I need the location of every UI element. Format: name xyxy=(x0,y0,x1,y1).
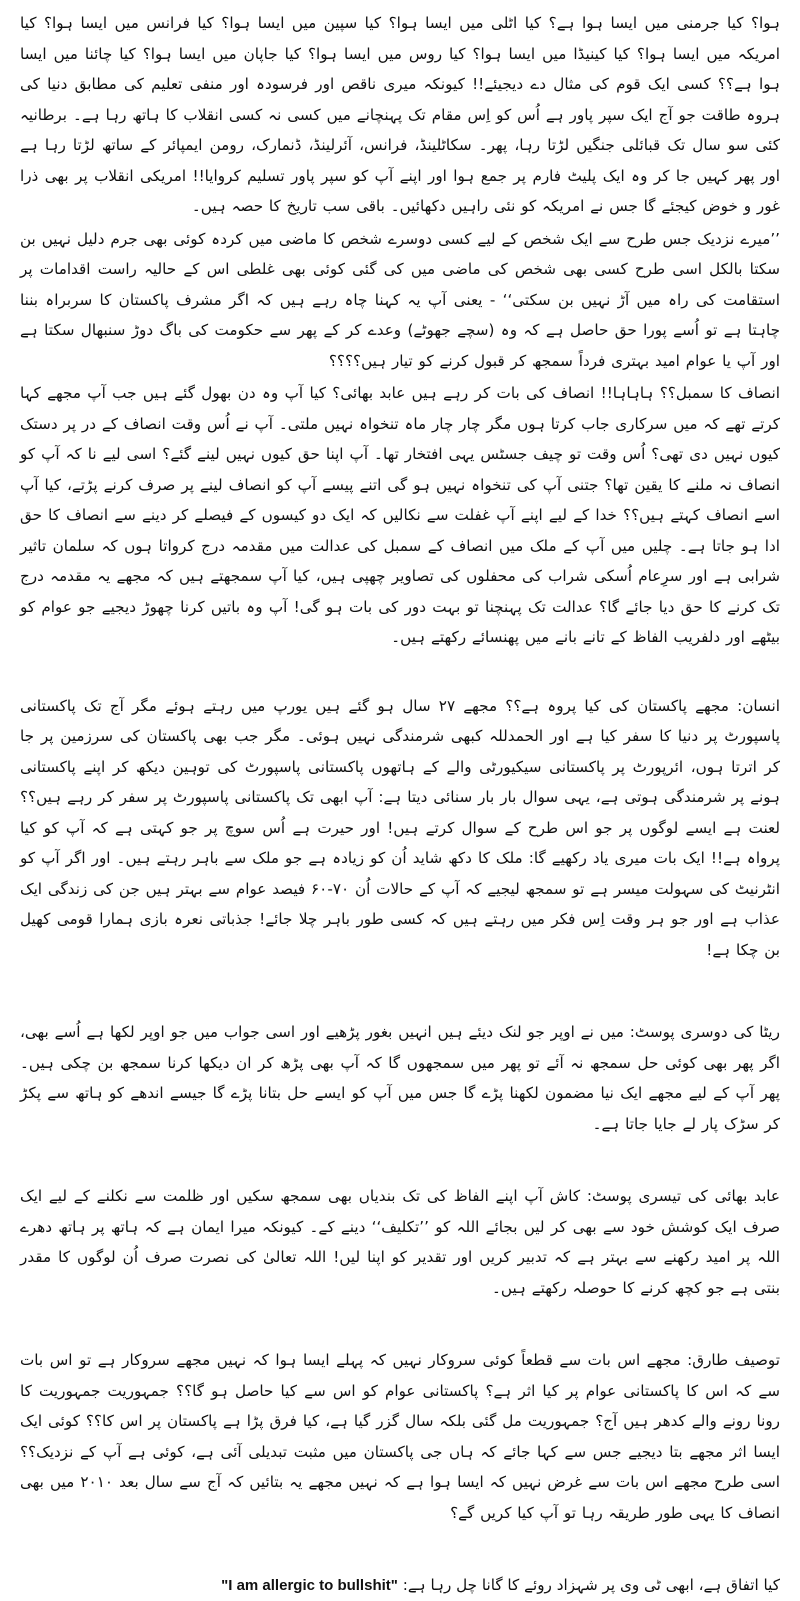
closing-line xyxy=(20,1570,780,1601)
paragraph-insaan-reply: انسان: مجھے پاکستان کی کیا پروہ ہے؟؟ مجھے ۲۷ سال ہو گئے ہیں یورپ میں رہتے ہوئے مگر آج تک پاکستانی پاسپورٹ پر دنیا کا سفر کیا ہے اور الحمدللہ کبھی شرمندگی نہیں ہوئی۔ مگر جب بھی پاکستان کی سرزمین پر جا کر اترتا ہوں، ائرپورٹ پر پاکستانی سیکیورٹی والے کے ہاتھوں پاکستانی پاسپورٹ کی توہین دیکھ کر اپنے پاکستانی ہونے پر شرمندگی ہوتی ہے، یہی سوال بار بار سنائی دیتا ہے: آپ ابھی تک پاکستانی پاسپورٹ پر سفر کر رہے ہیں؟؟ لعنت ہے ایسے لوگوں پر جو اس طرح کے سوال کرتے ہیں! اور حیرت ہے اُس سوچ پر جو کہتی ہے کہ آپ کو کیا پرواہ ہے!! ایک بات میری یاد رکھیے گا: ملک کا دکھ شاید اُن کو زیادہ ہے جو ملک سے باہر رہتے ہیں۔ اور اگر آپ کو انٹرنیٹ کی سہولت میسر ہے تو سمجھ لیجیے کہ آپ کے حالات اُن ۷۰-۶۰ فیصد عوام سے بہتر ہیں جن کی زندگی ایک عذاب ہے اور جو ہر وقت اِس فکر میں رہتے ہیں کہ کسی طور باہر چلا جائے! جذباتی نعرہ بازی ہمارا قومی کھیل بن چکا ہے! xyxy=(19,696,780,959)
paragraph-justice-symbol: انصاف کا سمبل؟؟ ہاہاہا!! انصاف کی بات کر رہے ہیں عابد بھائی؟ کیا آپ وہ دن بھول گئے ہیں جب آپ مجھے کہا کرتے تھے کہ میں سرکاری جاب کرتا ہوں مگر چار چار ماہ تنخواہ نہیں ملتی۔ آپ نے اُس وقت انصاف کے در پر دستک کیوں نہیں دی تھی؟ اُس وقت تو چیف جسٹس یہی افتخار تھا۔ آپ اپنا حق کیوں نہیں لینے گئے؟ اسی لیے نا کہ آپ کو انصاف نہ ملنے کا یقین تھا؟ جتنی آپ کی تنخواہ نہیں ہو گی اتنے پیسے آپ کو انصاف لینے پر صرف کرنے پڑتے، کیا آپ اسے انصاف کہتے ہیں؟؟ خدا کے لیے اپنے آپ غفلت سے نکالیں کہ ایک دو کیسوں کے فیصلے کر دینے سے انصاف کا حق ادا ہو جاتا ہے۔ چلیں میں آپ کے ملک میں انصاف کے سمبل کی عدالت میں مقدمہ درج کرواتا ہوں کہ سلمان تاثیر شرابی ہے اور سرِعام اُسکی شراب کی محفلوں کی تصاویر چھپی ہیں، کیا آپ سمجھتے ہیں کہ مجھے یہ مقدمہ درج تک کرنے کا حق دیا جائے گا؟ عدالت تک پہنچنا تو بہت دور کی بات ہو گی! آپ وہ باتیں کرنا چھوڑ دیجیے جو عوام کو بیٹھے اور دلفریب الفاظ کے تانے بانے میں پھنسائے رکھتے ہیں۔ xyxy=(20,384,780,646)
closing-english-quote: "I am allergic to bullshit" xyxy=(221,1577,398,1594)
closing-urdu-text: کیا اتفاق ہے، ابھی ٹی وی پر شہزاد روئے کا گانا چل رہا ہے: xyxy=(402,1576,780,1594)
paragraph-quote-musharraf: ’’میرے نزدیک جس طرح سے ایک شخص کے لیے کسی دوسرے شخص کا ماضی میں کردہ کوئی بھی جرم دلیل نہیں بن سکتا بالکل اسی طرح کسی بھی شخص کی ماضی میں کی گئی کوئی بھی غلطی اس کے حالیہ راست اقدامات پر استقامت کی راہ میں آڑ نہیں بن سکتی‘‘ - یعنی آپ یہ کہنا چاہ رہے ہیں کہ اگر مشرف پاکستان کا سربراہ بننا چاہتا ہے تو اُسے پورا حق حاصل ہے کہ وہ (سچے جھوٹے) وعدے کر کے پھر سے حکومت کی باگ دوڑ سنبھال سکتا ہے اور آپ یا عوام امید بہتری فرداً سمجھ کر قبول کرنے کو تیار ہیں؟؟؟؟ xyxy=(20,229,780,370)
paragraph-rita-second-post: ریٹا کی دوسری پوسٹ: میں نے اوپر جو لنک دیئے ہیں انہیں بغور پڑھیے اور اسی جواب میں جو اوپر لکھا ہے اُسے بھی، اگر پھر بھی کوئی حل سمجھ نہ آئے تو پھر میں سمجھوں گا کہ آپ بھی پڑھ کر ان دیکھا کرنا سمجھ بن چکی ہیں۔ پھر آپ کے لیے مجھے ایک نیا مضمون لکھنا پڑے گا جس میں آپ کو ایسے حل بتانا پڑے گا جیسے اندھے کو ہاتھ سے پکڑ کر سڑک پار لے جایا جاتا ہے۔ xyxy=(20,1023,780,1133)
paragraph-tauseef-tariq: توصیف طارق: مجھے اس بات سے قطعاً کوئی سروکار نہیں کہ پہلے ایسا ہوا کہ نہیں مجھے سروکار ہے تو اس بات سے کہ اس کا پاکستانی عوام پر کیا اثر ہے؟ پاکستانی عوام کو اس سے کیا حاصل ہو گا؟؟ جمہوریت جمہوریت کا رونا رونے والے کدھر ہیں آج؟ جمہوریت مل گئی بلکہ سال گزر گیا ہے، کیا فرق پڑا ہے پاکستان پر اس کا؟؟ کوئی ایک ایسا اثر مجھے بتا دیجیے جس سے کہا جائے کہ ہاں جی پاکستان میں مثبت تبدیلی آئی ہے، کوئی ہے آپ کے نزدیک؟؟ اسی طرح مجھے اس بات سے غرض نہیں کہ ایسا ہوا ہے کہ نہیں مجھے یہ بتائیں کہ آج سے سال بعد ۲۰۱۰ میں بھی انصاف کا یہی طور طریقہ رہا تو آپ کیا کریں گے؟ xyxy=(20,1351,780,1522)
paragraph-revolutions: ہوا؟ کیا جرمنی میں ایسا ہوا ہے؟ کیا اٹلی میں ایسا ہوا؟ کیا سپین میں ایسا ہوا؟ کیا فرانس میں ایسا ہوا؟ کیا امریکہ میں ایسا ہوا؟ کیا کینیڈا میں ایسا ہوا؟ کیا روس میں ایسا ہوا؟ کیا جاپان میں ایسا ہوا؟ کیا چائنا میں ایسا ہوا ہے؟؟ کسی ایک قوم کی مثال دے دیجیئے!! کیونکہ میری ناقص اور فرسودہ اور منفی تعلیم کی مطابق دنیا کی ہروہ طاقت جو آج ایک سپر پاور ہے اُس کو اِس مقام تک پہنچانے میں کسی نہ کسی انقلاب کا ہاتھ رہا ہے۔ برطانیہ کئی سو سال تک قبائلی جنگیں لڑتا رہا، پھر۔ سکاٹلینڈ، فرانس، آئرلینڈ، ڈنمارک، رومن ایمپائر کے ساتھ لڑتا رہا ہے اور پھر کہیں جا کر وہ ایک پلیٹ فارم پر جمع ہوا اور اپنے آپ کو سپر پاور تسلیم کروایا!! امریکی انقلاب پر بھی ذرا غور و خوض کیجئے گا جس نے امریکہ کو نئی راہیں دکھائیں۔ باقی سب تاریخ کا حصہ ہیں۔ xyxy=(20,14,780,215)
paragraph-abid-third-post: عابد بھائی کی تیسری پوسٹ: کاش آپ اپنے الفاظ کی تک بندیاں بھی سمجھ سکیں اور ظلمت سے نکلنے کے لیے ایک صرف ایک کوشش خود سے بھی کر لیں بجائے اللہ کو ’’تکلیف‘‘ دینے کے۔ کیونکہ میرا ایمان ہے کہ ہاتھ پر ہاتھ دھرے اللہ پر امید رکھنے سے بہتر ہے کہ تدبیر کریں اور تقدیر کو اپنا لیں! اللہ تعالیٰ کی نصرت صرف اُن لوگوں کا مقدر بنتی ہے جو کچھ کرنے کا حوصلہ رکھتے ہیں۔ xyxy=(20,1187,780,1297)
